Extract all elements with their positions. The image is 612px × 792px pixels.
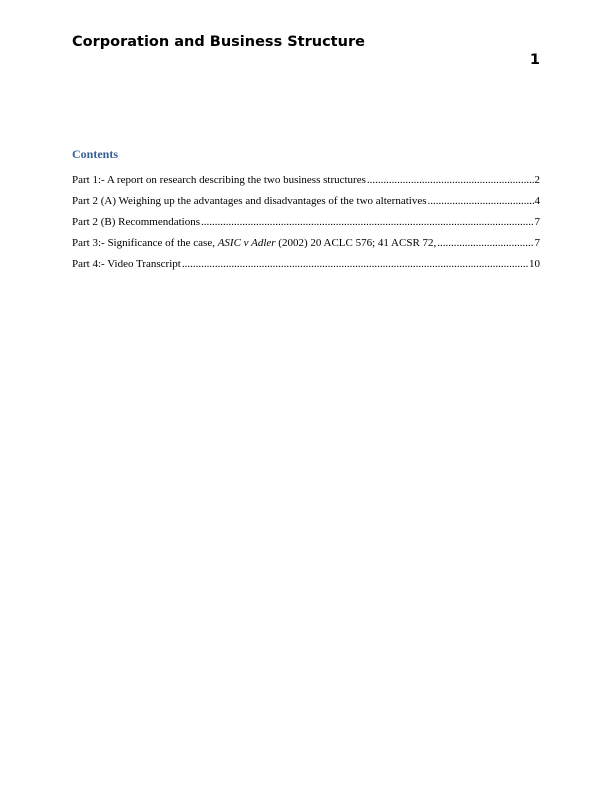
toc-dot-leader xyxy=(367,174,534,186)
toc-entry-part-2b[interactable] xyxy=(72,216,540,237)
toc-entry-part-2a[interactable] xyxy=(72,195,540,216)
toc-entry-page: 7 xyxy=(534,237,540,249)
toc-dot-leader xyxy=(182,258,528,270)
toc-entry-page: 10 xyxy=(529,258,540,270)
toc-dot-leader xyxy=(427,195,533,207)
toc-entry-text: Part 2 (B) Recommendations xyxy=(72,216,201,228)
page-number: 1 xyxy=(529,52,540,68)
table-of-contents xyxy=(72,174,540,279)
toc-entry-case-name: ASIC v Adler xyxy=(217,237,276,249)
toc-dot-leader xyxy=(437,237,533,249)
toc-entry-part-1[interactable] xyxy=(72,174,540,195)
toc-entry-text: Part 2 (A) Weighing up the advantages and disadvantages of the two alternatives xyxy=(72,195,427,207)
toc-entry-text-after: (2002) 20 ACLC 576; 41 ACSR 72, xyxy=(275,237,437,249)
toc-entry-text-before: Part 3:- Significance of the case, xyxy=(72,237,218,249)
running-header-title: Corporation and Business Structure xyxy=(72,34,365,50)
toc-entry-page: 7 xyxy=(534,216,540,228)
toc-heading: Contents xyxy=(72,147,119,161)
toc-entry-part-3[interactable] xyxy=(72,237,540,258)
toc-entry-text: Part 4:- Video Transcript xyxy=(72,258,181,270)
toc-dot-leader xyxy=(201,216,533,228)
toc-entry-text: Part 1:- A report on research describing the two business structures xyxy=(72,174,366,186)
toc-entry-text xyxy=(72,237,436,249)
toc-entry-page: 2 xyxy=(534,174,540,186)
toc-entry-page: 4 xyxy=(534,195,540,207)
toc-entry-part-4[interactable] xyxy=(72,258,540,279)
